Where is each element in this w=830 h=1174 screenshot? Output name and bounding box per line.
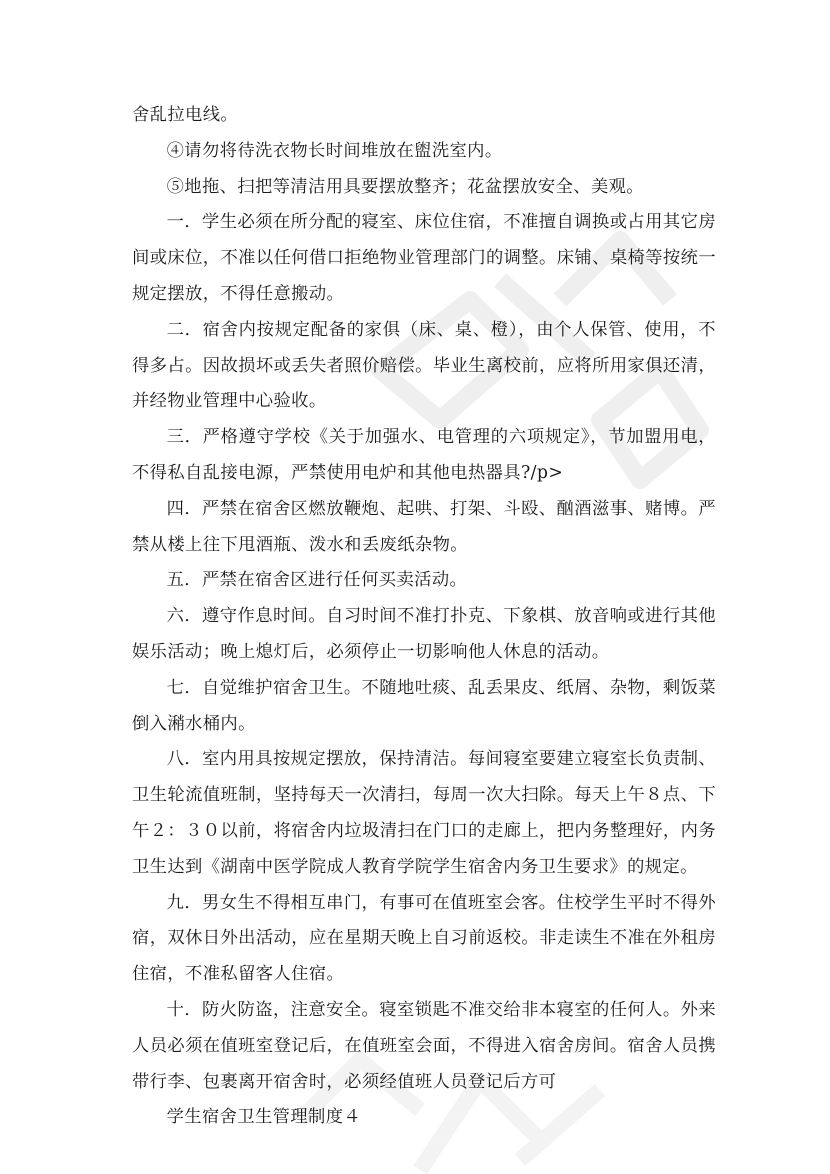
paragraph-rule-5: 五．严禁在宿舍区进行任何买卖活动。 — [166, 570, 468, 591]
paragraph-rule-2: 二．宿舍内按规定配备的家俱（床、桌、橙），由个人保管、使用，不得多占。因故损坏或丢失者照价赔偿。毕业生离校前，应将所用家俱还清，并经物业管理中心验收。 — [132, 319, 716, 412]
section-heading: 学生宿舍卫生管理制度４ — [166, 1107, 362, 1128]
paragraph: ④请勿将待洗衣物长时间堆放在盥洗室内。 — [166, 140, 503, 161]
paragraph: 舍乱拉电线。 — [132, 105, 239, 125]
paragraph-rule-7: 七．自觉维护宿舍卫生。不随地吐痰、乱丢果皮、纸屑、杂物，剩饭菜倒入潲水桶内。 — [132, 677, 716, 734]
paragraph-rule-1: 一．学生必须在所分配的寝室、床位住宿，不准擅自调换或占用其它房间或床位，不准以任何借口拒绝物业管理部门的调整。床铺、桌椅等按统一规定摆放，不得任意搬动。 — [132, 212, 716, 304]
paragraph-rule-8: 八．室内用具按规定摆放，保持清洁。每间寝室要建立寝室长负责制、卫生轮流值班制，坚持每天一次清扫，每周一次大扫除。每天上午８点、下午２：３０以前，将宿舍内垃圾清扫在门口的走廊上，把内务整理好，内务卫生达到《湖南中医学院成人教育学院学生宿舍内务卫生要求》的规定。 — [132, 749, 716, 877]
paragraph-rule-4: 四．严禁在宿舍区燃放鞭炮、起哄、打架、斗殴、酗酒滋事、赌博。严禁从楼上往下甩酒瓶、泼水和丢废纸杂物。 — [132, 498, 716, 555]
paragraph-rule-9: 九．男女生不得相互串门，有事可在值班室会客。住校学生平时不得外宿，双休日外出活动，应在星期天晚上自习前返校。非走读生不准在外租房住宿，不准私留客人住宿。 — [132, 892, 716, 985]
document-body — [132, 98, 716, 1136]
paragraph-rule-6: 六．遵守作息时间。自习时间不准打扑克、下象棋、放音响或进行其他娱乐活动；晚上熄灯后，必须停止一切影响他人休息的活动。 — [132, 606, 716, 662]
paragraph-rule-10: 十．防火防盗，注意安全。寝室锁匙不准交给非本寝室的任何人。外来人员必须在值班室登记后，在值班室会面，不得进入宿舍房间。宿舍人员携带行李、包裹离开宿舍时，必须经值班人员登记后方可 — [132, 999, 716, 1092]
paragraph-rule-3: 三．严格遵守学校《关于加强水、电管理的六项规定》，节加盟用电，不得私自乱接电源，严禁使用电炉和其他电热器具?/p> — [132, 427, 716, 483]
paragraph: ⑤地拖、扫把等清洁用具要摆放整齐；花盆摆放安全、美观。 — [166, 176, 644, 197]
